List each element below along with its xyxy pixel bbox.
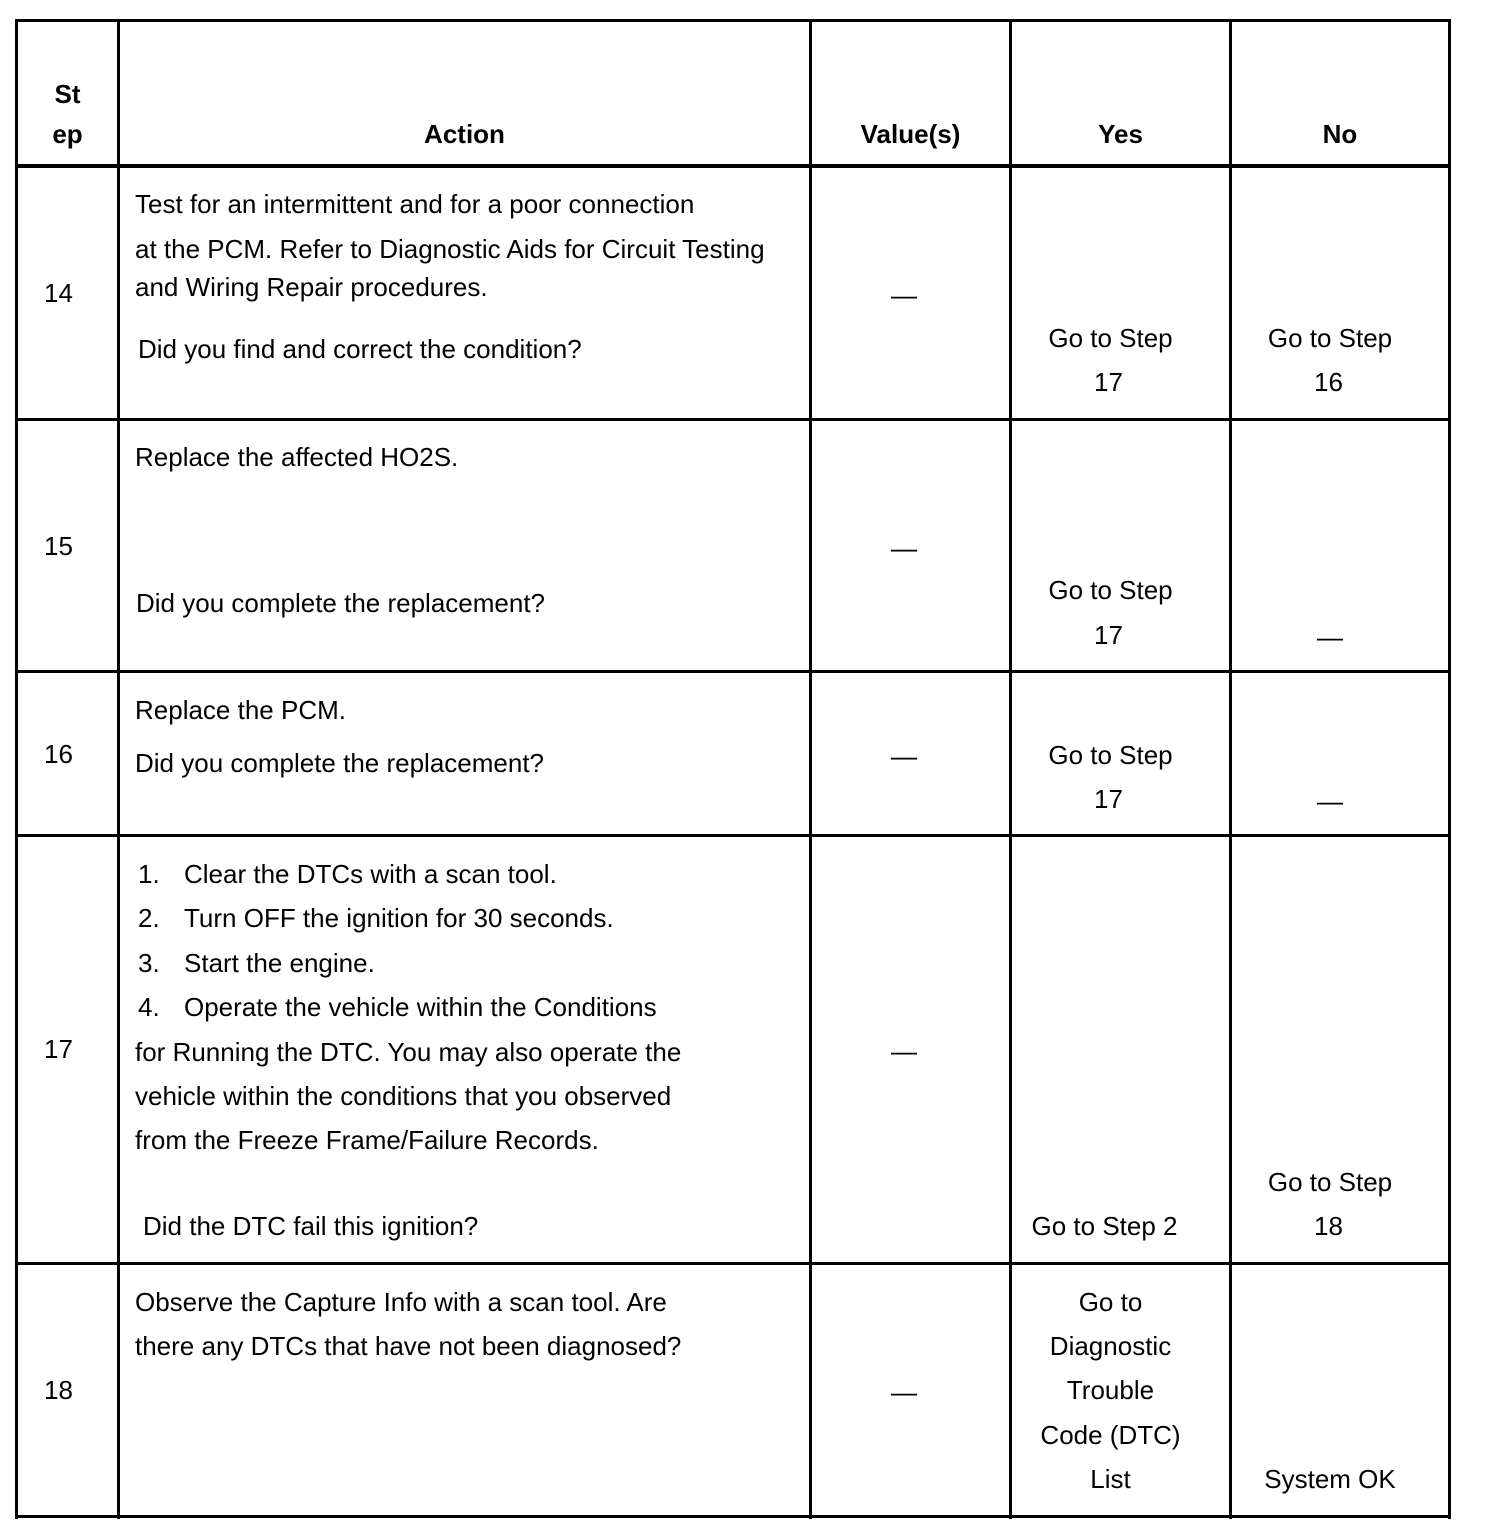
- no-action: System OK: [1264, 1464, 1396, 1494]
- action-text: Replace the affected HO2S.: [135, 442, 459, 472]
- header-action: Action: [424, 119, 505, 149]
- value-dash: —: [891, 741, 917, 771]
- table-border-top: [15, 19, 1451, 22]
- action-text: Replace the PCM.: [135, 695, 346, 725]
- list-number: 4.: [138, 992, 160, 1022]
- column-divider-step: [117, 19, 120, 1519]
- no-action: 18: [1314, 1211, 1343, 1241]
- no-action: Go to Step: [1267, 1167, 1393, 1197]
- yes-action: Go to Step: [1048, 740, 1173, 770]
- no-dash: —: [1317, 622, 1343, 652]
- yes-action: List: [1090, 1464, 1131, 1494]
- no-action: Go to Step: [1267, 323, 1393, 353]
- yes-action: Go to Step: [1048, 575, 1173, 605]
- yes-action: Go to: [1078, 1287, 1143, 1317]
- row-divider: [15, 418, 1451, 421]
- header-values: Value(s): [860, 119, 961, 149]
- header-step-line1: St: [54, 79, 81, 109]
- action-text: vehicle within the conditions that you observed: [135, 1081, 672, 1111]
- table-border-left: [15, 19, 18, 1519]
- yes-action: 17: [1094, 784, 1123, 814]
- action-text: from the Freeze Frame/Failure Records.: [135, 1125, 599, 1155]
- row-divider: [15, 834, 1451, 837]
- step-number: 14: [44, 278, 73, 308]
- yes-action: 17: [1094, 367, 1123, 397]
- value-dash: —: [891, 533, 917, 563]
- column-divider-action: [809, 19, 812, 1519]
- list-item: Turn OFF the ignition for 30 seconds.: [184, 903, 614, 933]
- list-number: 1.: [138, 859, 160, 889]
- yes-action: Go to Step 2: [1031, 1211, 1178, 1241]
- yes-action: Code (DTC): [1040, 1420, 1181, 1450]
- list-number: 3.: [138, 948, 160, 978]
- action-text: at the PCM. Refer to Diagnostic Aids for Circuit Testing: [135, 234, 765, 264]
- header-divider: [15, 164, 1451, 168]
- action-text: Observe the Capture Info with a scan tool. Are: [135, 1287, 667, 1317]
- row-divider: [15, 670, 1451, 673]
- step-number: 16: [44, 739, 73, 769]
- action-text: there any DTCs that have not been diagnosed?: [135, 1331, 682, 1361]
- action-text: and Wiring Repair procedures.: [135, 272, 488, 302]
- step-number: 18: [44, 1375, 73, 1405]
- list-item: Clear the DTCs with a scan tool.: [184, 859, 557, 889]
- value-dash: —: [891, 1377, 917, 1407]
- value-dash: —: [891, 1036, 917, 1066]
- action-text: for Running the DTC. You may also operate the: [135, 1037, 682, 1067]
- table-border-bottom: [15, 1515, 1451, 1518]
- list-item: Start the engine.: [184, 948, 375, 978]
- list-item: Operate the vehicle within the Conditions: [184, 992, 657, 1022]
- action-text: Test for an intermittent and for a poor connection: [135, 189, 695, 219]
- column-divider-yes: [1229, 19, 1232, 1519]
- header-no: No: [1322, 119, 1358, 149]
- table-border-right: [1448, 19, 1451, 1519]
- yes-action: Go to Step: [1048, 323, 1173, 353]
- action-question: Did the DTC fail this ignition?: [143, 1211, 479, 1241]
- row-divider: [15, 1262, 1451, 1265]
- action-question: Did you complete the replacement?: [136, 588, 546, 618]
- yes-action: Trouble: [1066, 1375, 1155, 1405]
- header-step-line2: ep: [52, 119, 83, 149]
- value-dash: —: [891, 280, 917, 310]
- yes-action: Diagnostic: [1049, 1331, 1172, 1361]
- step-number: 15: [44, 531, 73, 561]
- header-yes: Yes: [1098, 119, 1143, 149]
- no-dash: —: [1317, 786, 1343, 816]
- action-question: Did you complete the replacement?: [135, 748, 545, 778]
- no-action: 16: [1314, 367, 1343, 397]
- list-number: 2.: [138, 903, 160, 933]
- step-number: 17: [44, 1034, 73, 1064]
- yes-action: 17: [1094, 620, 1123, 650]
- action-question: Did you find and correct the condition?: [138, 334, 582, 364]
